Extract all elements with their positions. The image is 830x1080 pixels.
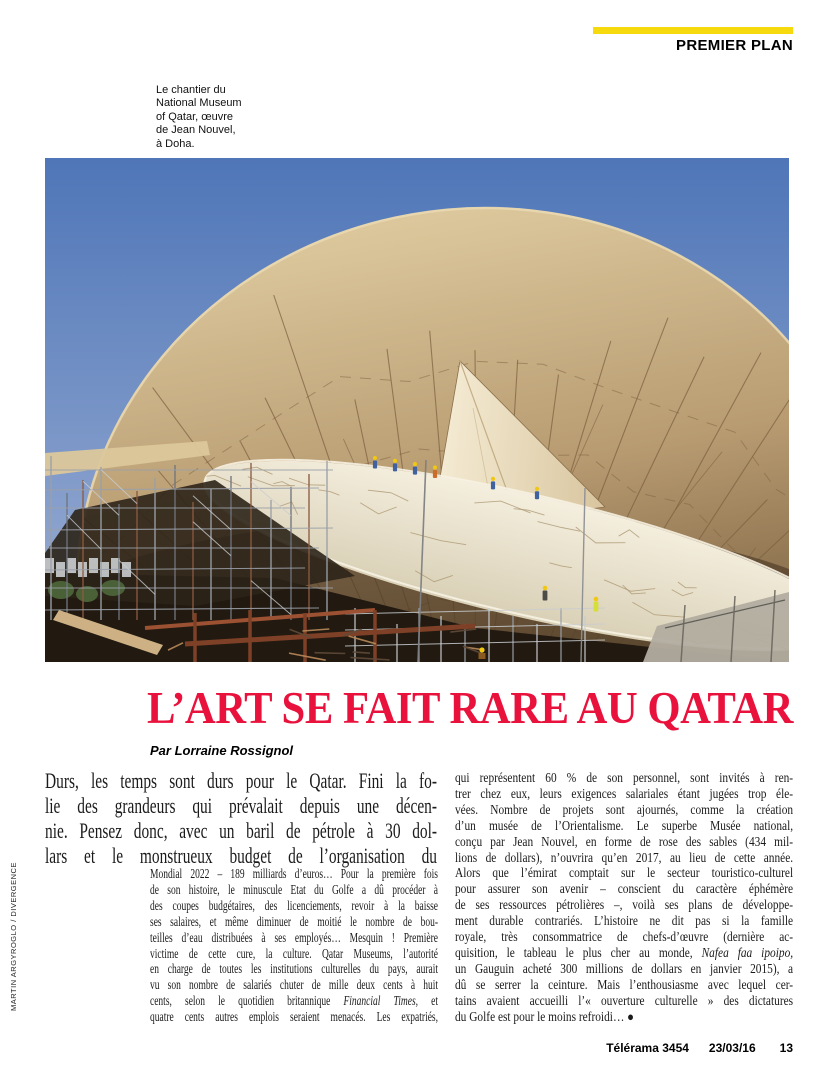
text-line: de ses ressources pétrolières –, voilà ses plans de développe- <box>455 897 794 913</box>
text-line: Alors que l’émirat comptait sur le secteur touristico-culturel <box>455 865 794 881</box>
text-line: ses salaires, et même diminuer de moitié le nombre de bou- <box>150 913 438 929</box>
text-line: d’un musée de l’Orientalisme. Le superbe Musée national, <box>455 817 794 833</box>
text-line: nie. Pensez donc, avec un baril de pétrole à 30 dol- <box>45 818 437 843</box>
text-line: lions de dollars), n’ouvrira qu’en 2017, au lieu de cette année. <box>455 849 794 865</box>
construction-photo <box>45 158 789 662</box>
text-line: de son histoire, le minuscule Etat du Golfe a dû procéder à <box>150 881 438 897</box>
text-line: of Qatar, œuvre <box>156 110 234 123</box>
text-line: dû se serrer la ceinture. Mais l’enthousiasme avec lequel cer- <box>455 976 794 992</box>
section-kicker: PREMIER PLAN <box>676 37 793 54</box>
text-line: qui représentent 60 % de son personnel, sont invités à ren- <box>455 770 794 785</box>
article-intro <box>45 768 437 868</box>
text-line: victime de cette cure, la culture. Qatar Museums, l’autorité <box>150 945 438 961</box>
footer-page-number: 13 <box>779 1041 793 1055</box>
text-line: quatre cents autres emplois seraient menacés. Les expatriés, <box>150 1009 438 1025</box>
text-line: Mondial 2022 – 189 milliards d’euros… Pour la première fois <box>150 866 438 881</box>
kicker-highlight-bar <box>593 27 793 34</box>
text-line: royale, très consommatrice de chefs-d’œuvre (dernière ac- <box>455 929 794 945</box>
photo-credit: MARTIN ARGYROGLO / DIVERGENCE <box>9 862 18 1011</box>
article-column-left <box>150 866 438 1025</box>
text-line: cents, selon le quotidien britannique Financial Times, et <box>150 993 438 1009</box>
text-line: Durs, les temps sont durs pour le Qatar. Fini la fo- <box>45 768 437 793</box>
article-byline: Par Lorraine Rossignol <box>150 743 294 758</box>
text-line: lie des grandeurs qui prévalait depuis une décen- <box>45 793 437 818</box>
footer-date: 23/03/16 <box>708 1041 756 1055</box>
text-line: vu son nombre de salariés chuter de mille deux cents à huit <box>150 977 438 993</box>
text-line: National Museum <box>156 97 242 110</box>
text-line: conçu par Jean Nouvel, en forme de rose des sables (434 mil- <box>455 833 794 849</box>
page-footer <box>606 1041 793 1055</box>
text-line: ment durable contrariés. L’histoire ne dit pas si la famille <box>455 913 794 929</box>
article-column-right <box>455 770 793 1025</box>
text-line: de Jean Nouvel, <box>156 124 236 137</box>
text-line: en charge de toutes les institutions culturelles du pays, aurait <box>150 961 438 977</box>
footer-magazine: Télérama 3454 <box>606 1041 689 1055</box>
photo-caption <box>156 84 242 151</box>
text-line: tains avaient accueilli l’« ouverture culturelle » des dictatures <box>455 992 794 1008</box>
text-line: quisition, le tableau le plus cher au monde, Nafea faa ipoipo, <box>455 944 794 960</box>
text-line: pour assurer son avenir – conscient du caractère éphémère <box>455 881 794 897</box>
text-line: Le chantier du <box>156 84 226 96</box>
text-line: des coupes budgétaires, des licenciements, revoir à la baisse <box>150 897 438 913</box>
text-line: lars et le monstrueux budget de l’organisation du <box>45 843 437 868</box>
text-line: vées. Nombre de projets sont ajournés, comme la création <box>455 801 794 817</box>
text-line: du Golfe est pour le moins refroidi… ● <box>455 1008 635 1024</box>
text-line: teilles d’eau distribuées à ses employés… Mesquin ! Première <box>150 929 438 945</box>
text-line: à Doha. <box>156 137 195 150</box>
text-line: trer chez eux, leurs exigences salariales étant jugées trop éle- <box>455 785 794 801</box>
text-line: un Gauguin acheté 300 millions de dollars en janvier 2015), a <box>455 960 794 976</box>
article-title: L’ART SE FAIT RARE AU QATAR <box>147 682 793 733</box>
